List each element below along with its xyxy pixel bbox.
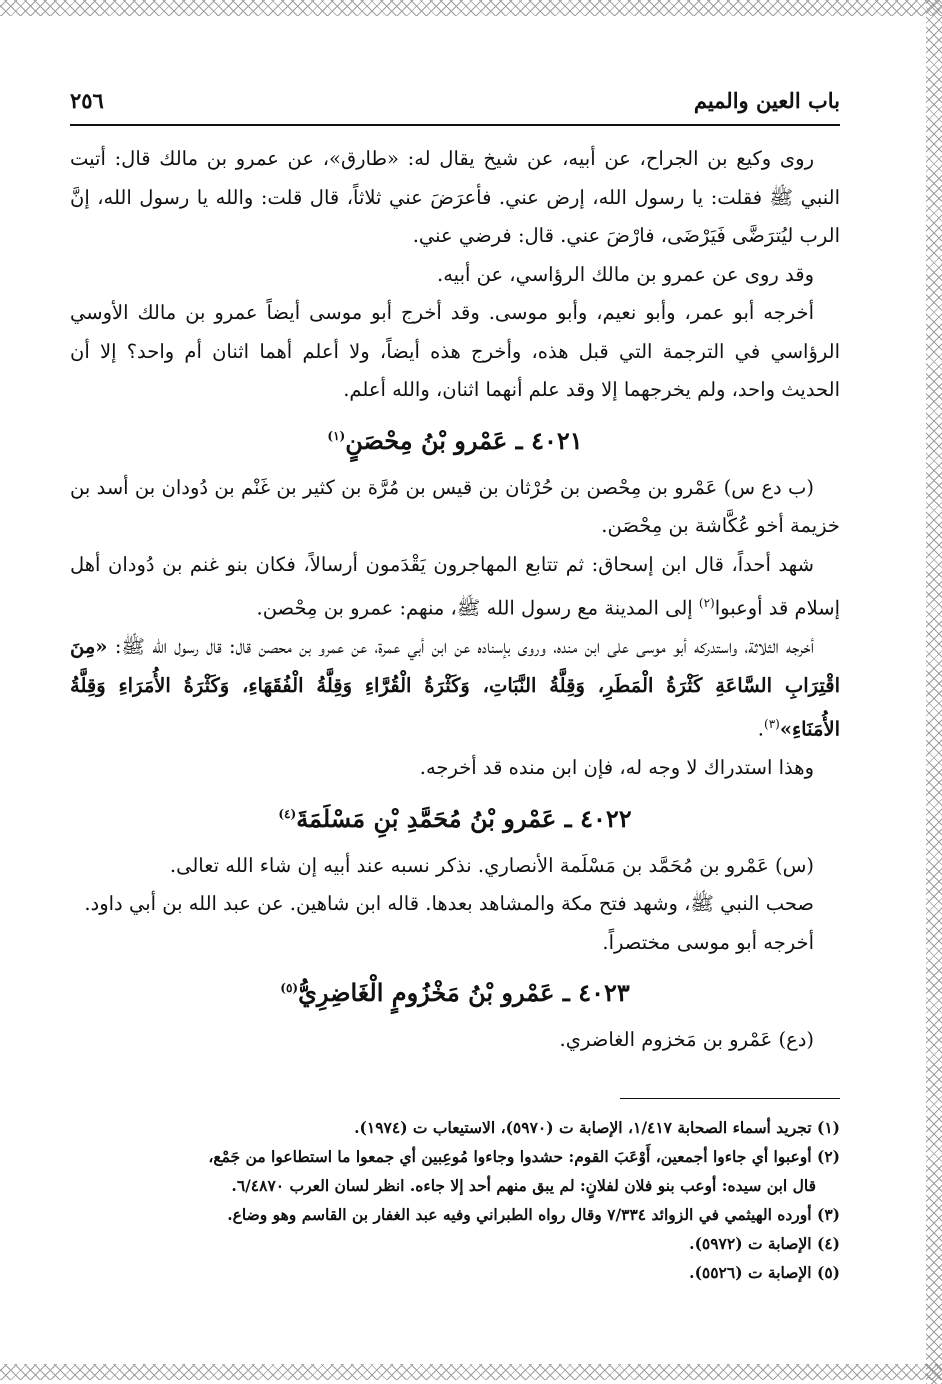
entry-paragraph (70, 628, 840, 749)
entry-paragraph (70, 546, 840, 629)
entry-paragraph: (س) عَمْرو بن مُحَمَّد بن مَسْلَمة الأنصاري. نذكر نسبه عند أبيه إن شاء الله تعالى. (169, 853, 814, 877)
footnote: (٥) الإصابة ت (٥٥٢٦). (689, 1262, 840, 1282)
footnote: قال ابن سيده: أوعب بنو فلان لفلانٍ: لم يبق منهم أحد إلا جاءه. انظر لسان العرب ٦/٤٨٧٠. (231, 1175, 816, 1195)
entry-paragraph: أخرجه أبو موسى مختصراً. (602, 930, 814, 954)
entry-title: ٤٠٢٢ ـ عَمْرو بْنُ مُحَمَّدِ بْنِ مَسْلَمَةَ (296, 803, 632, 833)
decorative-border-bottom (0, 1364, 942, 1380)
hadith-quote: «مِنَ اقْتِرَابِ السَّاعَةِ كَثْرَةُ الْمَطَرِ، وَقِلَّةُ النَّبَاتِ، وَكَثْرَةُ الْقُرَّاءِ وَقِلَّةُ الْفُقَهَاءِ، وَكَثْرَةُ الأُمَرَاءِ وَقِلَّةُ الأُمَنَاءِ» (70, 635, 840, 741)
decorative-border-top (0, 0, 942, 16)
entry-text: إلى المدينة مع رسول الله ﷺ، منهم: عمرو بن مِحْصن. (256, 596, 699, 620)
entry-paragraph: صحب النبي ﷺ، وشهد فتح مكة والمشاهد بعدها. قاله ابن شاهين. عن عبد الله بن أبي داود. (84, 892, 814, 915)
entry-paragraph: (دع) عَمْرو بن مَخزوم الغاضري. (559, 1028, 814, 1051)
entry-paragraph: (ب دع س) عَمْرو بن مِحْصن بن حُرْثان بن قيس بن مُرَّة بن كثير بن غَنْم بن دُودان بن أسد بن خزيمة أخو عُكَّاشة بن مِحْصَن. (70, 475, 840, 537)
footnote: (١) تجريد أسماء الصحابة ١/٤١٧، الإصابة ت (٥٩٧٠)، الاستيعاب ت (١٩٧٤). (354, 1117, 840, 1137)
decorative-border-right (926, 0, 942, 1384)
entry-title: ٤٠٢٣ ـ عَمْرو بْنُ مَخْزُومٍ الْغَاضِرِيُّ (298, 978, 630, 1007)
page (70, 88, 840, 1287)
chapter-title: باب العين والميم (693, 88, 840, 113)
entry-text: شهد أحداً، قال ابن إسحاق: ثم تتابع المهاجرون يَقْدَمون أرسالاً، فكان بنو غنم بن دُودان أهل إسلام قد أوعبوا (70, 552, 840, 620)
footnote-ref: (٣) (764, 717, 780, 731)
main-text (70, 140, 840, 1287)
footnote: (٤) الإصابة ت (٥٩٧٢). (689, 1233, 840, 1253)
footnote: (٣) أورده الهيثمي في الزوائد ٧/٣٣٤ وقال رواه الطبراني وفيه عبد الغفار بن القاسم وهو وضاع. (227, 1204, 840, 1224)
entry-heading (70, 414, 840, 463)
intro-paragraph: وقد روى عن عمرو بن مالك الرؤاسي، عن أبيه. (437, 262, 814, 286)
entry-text: . (757, 717, 764, 741)
entry-text: أخرجه الثلاثة، واستدركه أبو موسى على ابن منده، وروى بإسناده عن ابن أبي عمرة، عن عمرو بن محصن قال: قال رسول الله ﷺ: (114, 635, 814, 658)
running-header (70, 88, 840, 126)
intro-paragraph: روى وكيع بن الجراح، عن أبيه، عن شيخ يقال له: «طارق»، عن عمرو بن مالك قال: أتيت النبي ﷺ فقلت: يا رسول الله، إرض عني. فأعرَضَ عني ثلاثاً، قال قلت: والله يا رسول الله، إنَّ الرب ليُترَضَّى فَيَرْضَى، فارْضَ عني. قال: فرضي عني. (70, 147, 840, 247)
footnote-separator (620, 1098, 840, 1099)
entry-heading (70, 792, 840, 841)
footnote-ref: (١) (327, 428, 346, 443)
entry-heading (70, 966, 840, 1015)
footnote-ref: (٥) (280, 981, 299, 995)
footnote-ref: (٢) (698, 596, 715, 610)
page-number: ٢٥٦ (70, 88, 104, 113)
footnote: (٢) أوعبوا أي جاءوا أجمعين، أَوْعَبَ القوم: حشدوا وجاءوا مُوعِبين أي جمعوا ما استطاعوا من جَمْع، (208, 1146, 840, 1166)
intro-paragraph: أخرجه أبو عمر، وأبو نعيم، وأبو موسى. وقد أخرج أبو موسى أيضاً عمرو بن مالك الأوسي الرؤاسي في الترجمة التي قبل هذه، وأخرج هذه أيضاً، ولا أعلم أهما اثنان أم واحد؟ إلا أن الحديث واحد، ولم يخرجهما إلا وقد علم أنهما اثنان، والله أعلم. (70, 301, 840, 401)
footnote-ref: (٤) (278, 806, 297, 821)
entry-title: ٤٠٢١ ـ عَمْرو بْنُ مِحْصَنٍ (345, 425, 583, 455)
entry-paragraph: وهذا استدراك لا وجه له، فإن ابن منده قد أخرجه. (419, 756, 814, 779)
